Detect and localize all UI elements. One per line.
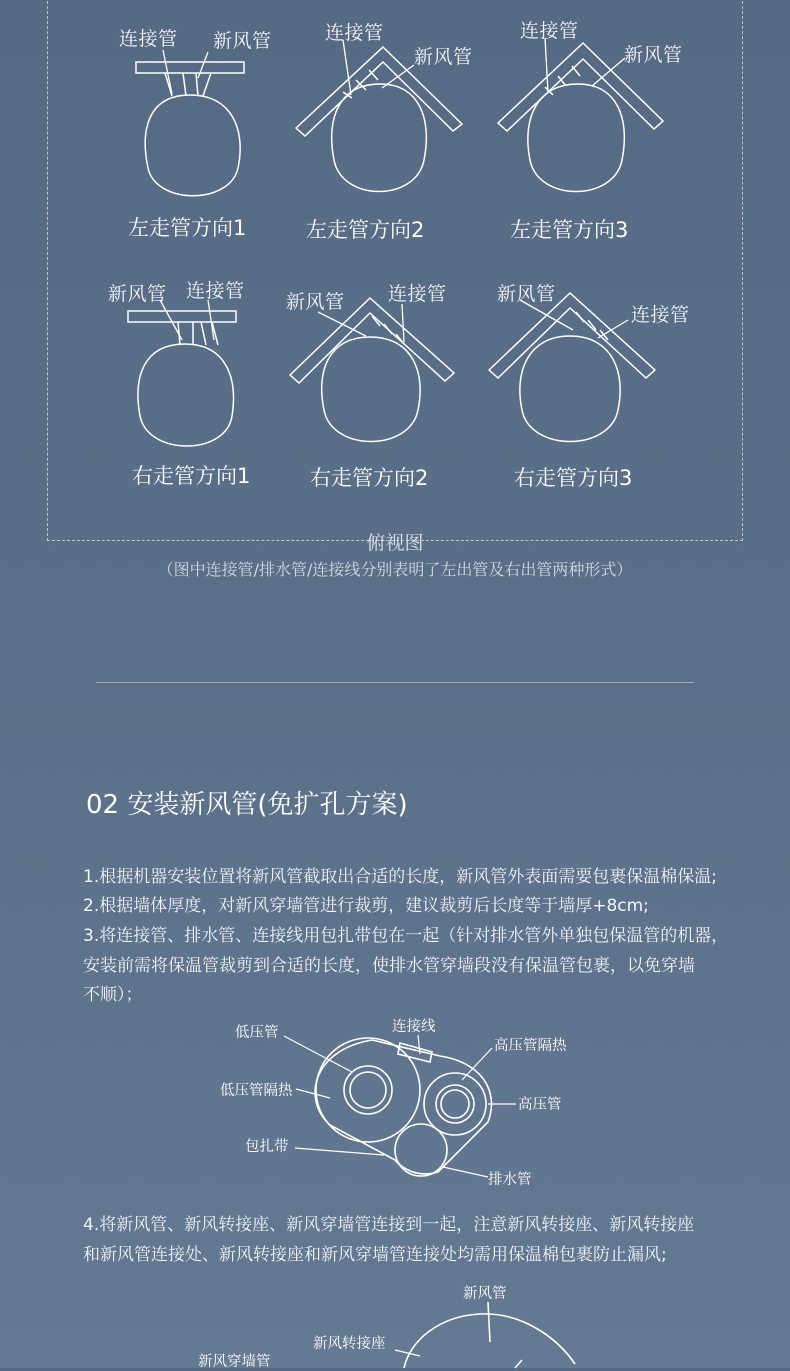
figure-title: 俯视图 — [366, 532, 424, 554]
step-text: 2.根据墙体厚度，对新风穿墙管进行裁剪，建议裁剪后长度等于墙厚+8cm; — [83, 896, 649, 916]
step-text: 安装前需将保温管裁剪到合适的长度，使排水管穿墙段没有保温管包裹，以免穿墙 — [83, 956, 695, 976]
label-fresh-air-pipe: 新风管 — [213, 30, 272, 52]
section-heading: 02 安装新风管(免扩孔方案) — [86, 790, 408, 820]
label-connect-pipe: 连接管 — [388, 283, 447, 305]
step-text: 和新风管连接处、新风转接座和新风穿墙管连接处均需用保温棉包裹防止漏风; — [83, 1245, 667, 1265]
label-fresh-air-pipe: 新风管 — [463, 1286, 507, 1302]
caption-right-1: 右走管方向1 — [132, 464, 251, 488]
label-wrap-band: 包扎带 — [245, 1139, 289, 1155]
step-text: 3.将连接管、排水管、连接线用包扎带包在一起（针对排水管外单独包保温管的机器， — [83, 926, 729, 946]
figure-note: （图中连接管/排水管/连接线分别表明了左出管及右出管两种形式） — [157, 560, 633, 579]
label-connect-pipe: 连接管 — [325, 22, 384, 44]
label-fresh-air-pipe: 新风管 — [624, 44, 683, 66]
label-fresh-air-pipe: 新风管 — [286, 291, 345, 313]
caption-left-1: 左走管方向1 — [128, 216, 247, 240]
label-high-pressure-insulation: 高压管隔热 — [494, 1038, 567, 1054]
label-low-pressure-pipe: 低压管 — [235, 1025, 279, 1041]
caption-left-3: 左走管方向3 — [510, 218, 629, 242]
label-high-pressure-pipe: 高压管 — [518, 1097, 562, 1113]
label-connect-pipe: 连接管 — [520, 20, 579, 42]
label-wall-pipe: 新风穿墙管 — [198, 1354, 271, 1370]
label-fresh-air-pipe: 新风管 — [414, 46, 473, 68]
label-connect-pipe: 连接管 — [631, 304, 690, 326]
caption-right-2: 右走管方向2 — [310, 466, 429, 490]
label-fresh-air-pipe: 新风管 — [497, 283, 556, 305]
label-connect-pipe: 连接管 — [119, 28, 178, 50]
label-low-pressure-insulation: 低压管隔热 — [220, 1083, 293, 1099]
label-drain-pipe: 排水管 — [488, 1172, 532, 1188]
step-text: 不顺）； — [83, 985, 143, 1005]
caption-right-3: 右走管方向3 — [514, 466, 633, 490]
step-text: 1.根据机器安装位置将新风管截取出合适的长度，新风管外表面需要包裹保温棉保温; — [83, 867, 717, 887]
label-connecting-wire: 连接线 — [392, 1019, 436, 1035]
label-fresh-air-pipe: 新风管 — [108, 283, 167, 305]
label-adapter: 新风转接座 — [313, 1336, 386, 1352]
step-text: 4.将新风管、新风转接座、新风穿墙管连接到一起，注意新风转接座、新风转接座 — [83, 1215, 695, 1235]
caption-left-2: 左走管方向2 — [306, 218, 425, 242]
label-connect-pipe: 连接管 — [186, 280, 245, 302]
